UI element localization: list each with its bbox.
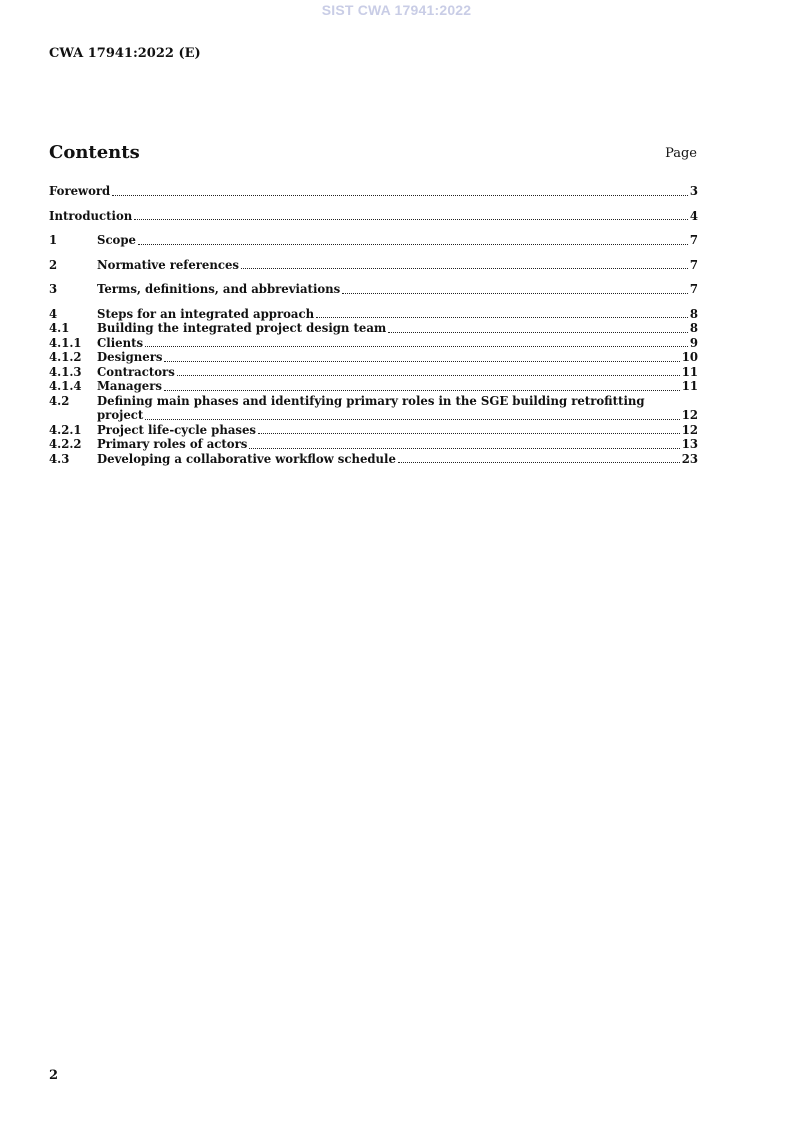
- dot-leader: [398, 462, 680, 463]
- toc-entry-page: 10: [681, 350, 698, 364]
- dot-leader: [164, 361, 679, 362]
- toc-entry-3[interactable]: [49, 282, 698, 297]
- dot-leader: [388, 332, 688, 333]
- dot-leader: [145, 346, 688, 347]
- dot-leader: [316, 317, 688, 318]
- toc-entry-2[interactable]: [49, 258, 698, 273]
- toc-entry-title: Project life-cycle phases: [97, 422, 256, 437]
- toc-entry-foreword[interactable]: [49, 184, 698, 199]
- toc-entry-page: 11: [681, 364, 698, 379]
- dot-leader: [241, 268, 688, 269]
- dot-leader: [138, 244, 688, 245]
- toc-entry-page: 11: [681, 379, 698, 393]
- toc-entry-page: 12: [681, 422, 698, 437]
- watermark: SIST CWA 17941:2022: [321, 2, 472, 18]
- contents-heading: Contents: [49, 142, 140, 163]
- toc-entry-4-1[interactable]: [49, 321, 698, 336]
- toc-entry-number: 4: [49, 306, 58, 321]
- toc-entry-number: 4.1.1: [49, 335, 82, 350]
- toc-entry-number: 4.3: [49, 451, 70, 466]
- toc-entry-page: 7: [689, 233, 698, 247]
- toc-entry-title: Steps for an integrated approach: [97, 306, 315, 321]
- toc-entry-title-line2: project: [97, 408, 144, 422]
- toc-entry-title: Primary roles of actors: [97, 437, 248, 451]
- toc-entry-1[interactable]: [49, 233, 698, 248]
- toc-entry-number: 4.2.2: [49, 437, 82, 451]
- toc-entry-introduction[interactable]: [49, 209, 698, 224]
- toc-entry-4-2[interactable]: [49, 394, 698, 423]
- toc-entry-4[interactable]: [49, 307, 698, 322]
- toc-entry-4-2-1[interactable]: [49, 423, 698, 438]
- toc-entry-title: Managers: [97, 379, 162, 393]
- dot-leader: [342, 293, 688, 294]
- toc-entry-page: 9: [689, 335, 698, 350]
- toc-entry-title-line1: Defining main phases and identifying primary roles in the SGE building retrofitting: [97, 393, 645, 408]
- document-id-header: CWA 17941:2022 (E): [49, 46, 201, 61]
- toc-entry-title: Terms, definitions, and abbreviations: [97, 282, 341, 296]
- toc-entry-number: 4.2.1: [49, 422, 82, 437]
- toc-entry-title: Contractors: [97, 364, 175, 379]
- toc-entry-number: 4.1: [49, 321, 70, 335]
- toc-entry-number: 4.1.2: [49, 350, 82, 364]
- dot-leader: [134, 219, 688, 220]
- toc-entry-page: 13: [681, 437, 698, 451]
- toc-entry-number: 3: [49, 282, 58, 296]
- toc-entry-title: Developing a collaborative workflow schedule: [97, 451, 396, 466]
- toc-entry-page: 7: [689, 282, 698, 296]
- toc-entry-title: Clients: [97, 335, 144, 350]
- dot-leader: [258, 433, 680, 434]
- toc-entry-title: Foreword: [49, 184, 111, 198]
- dot-leader: [164, 390, 680, 391]
- toc-entry-page: 23: [681, 451, 698, 466]
- toc-entry-page: 7: [689, 257, 698, 272]
- toc-entry-title: Introduction: [49, 208, 133, 223]
- toc-entry-number: 4.1.4: [49, 379, 82, 393]
- toc-entry-page: 3: [689, 184, 698, 198]
- toc-entry-number: 4.2: [49, 393, 70, 408]
- dot-leader: [145, 419, 679, 420]
- toc-entry-number: 4.1.3: [49, 364, 82, 379]
- dot-leader: [249, 448, 679, 449]
- toc-entry-title: Building the integrated project design team: [97, 321, 387, 335]
- page-number: 2: [49, 1068, 59, 1083]
- toc-entry-page: 12: [681, 408, 698, 422]
- dot-leader: [177, 375, 680, 376]
- toc-entry-page: 4: [689, 208, 698, 223]
- toc-entry-4-1-3[interactable]: [49, 365, 698, 380]
- toc-entry-number: 2: [49, 257, 58, 272]
- table-of-contents: [49, 184, 698, 466]
- page-column-label: Page: [665, 146, 697, 161]
- toc-entry-page: 8: [689, 306, 698, 321]
- toc-entry-title: Scope: [97, 233, 136, 247]
- toc-entry-4-1-2[interactable]: [49, 350, 698, 365]
- toc-entry-4-2-2[interactable]: [49, 437, 698, 452]
- toc-entry-number: 1: [49, 233, 58, 247]
- dot-leader: [112, 195, 688, 196]
- toc-entry-4-3[interactable]: [49, 452, 698, 467]
- toc-entry-4-1-1[interactable]: [49, 336, 698, 351]
- toc-entry-title: Designers: [97, 350, 163, 364]
- toc-entry-4-1-4[interactable]: [49, 379, 698, 394]
- toc-entry-page: 8: [689, 321, 698, 335]
- toc-entry-title: Normative references: [97, 257, 239, 272]
